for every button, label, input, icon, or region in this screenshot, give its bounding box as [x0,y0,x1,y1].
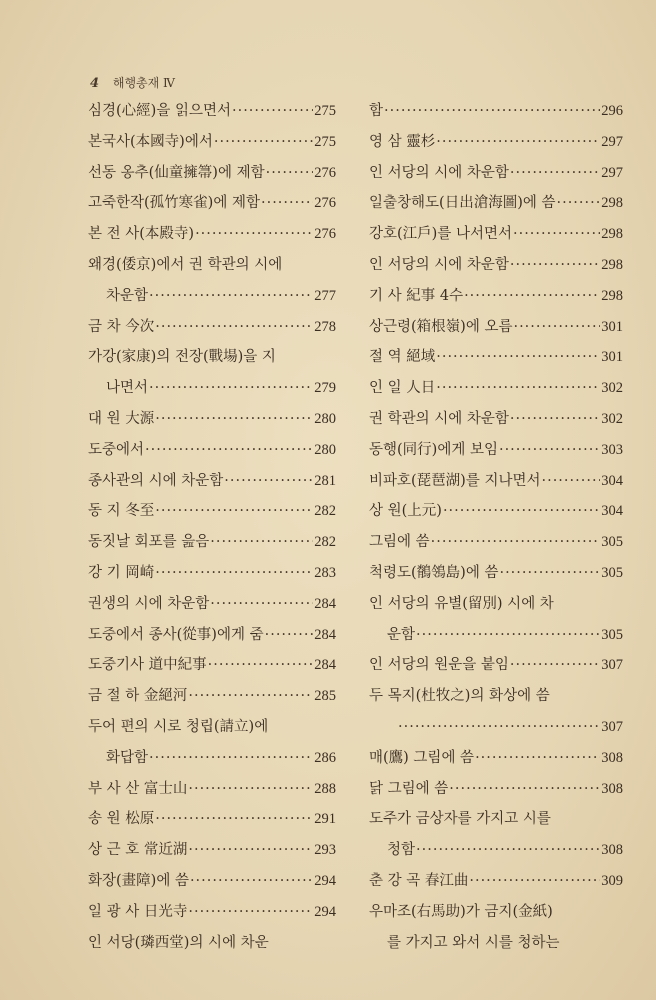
toc-entry: 기 사 紀事 4수 ····· 298 [369,281,623,312]
toc-entry: 청함 ····· 308 [369,835,623,866]
toc-entry: 대 원 大源 ····· 280 [88,404,336,435]
toc-entry: 왜경(倭京)에서 권 학관의 시에 [88,256,283,273]
toc-entry: 그림에 씀 ····· 305 [369,527,623,558]
toc-entry: 심경(心經)을 읽으면서 ····· 275 [88,96,336,127]
toc-entry: 운함 ····· 305 [369,620,623,651]
toc-entry: 도중기사 道中紀事 ····· 284 [88,650,336,681]
running-header [90,74,175,91]
toc-entry: ····· 307 [369,712,623,743]
toc-entry: 금 절 하 金絕河 ····· 285 [88,681,336,712]
toc-entry: 인 서당(璘西堂)의 시에 차운 [88,934,269,951]
toc-entry: 동행(同行)에게 보임 ····· 303 [369,435,623,466]
toc-entry: 도중에서 종사(從事)에게 줌 ····· 284 [88,620,336,651]
toc-entry: 가강(家康)의 전장(戰場)을 지 [88,349,276,366]
toc-entry: 일출창해도(日出滄海圖)에 씀 ····· 298 [369,188,623,219]
page-number: 4 [90,76,100,91]
toc-entry: 동짓날 회포를 읊음 ····· 282 [88,527,336,558]
toc-entry: 권 학관의 시에 차운함 ····· 302 [369,404,623,435]
toc-entry: 매(鷹) 그림에 씀 ····· 308 [369,743,623,774]
toc-entry: 우마조(右馬助)가 금지(金紙) [369,903,553,920]
toc-entry: 강호(江戶)를 나서면서 ····· 298 [369,219,623,250]
toc-entry: 일 광 사 日光寺 ····· 294 [88,897,336,928]
toc-entry: 종사관의 시에 차운함 ····· 281 [88,466,336,497]
toc-entry: 인 서당의 유별(留別) 시에 차 [369,595,554,612]
toc-entry: 인 서당의 시에 차운함 ····· 298 [369,250,623,281]
toc-entry: 선동 옹추(仙童擁箒)에 제함 ····· 276 [88,158,336,189]
toc-entry: 금 차 今次 ····· 278 [88,312,336,343]
toc-entry: 상 근 호 常近湖 ····· 293 [88,835,336,866]
toc-entry: 영 삼 靈杉 ····· 297 [369,127,623,158]
toc-entry: 비파호(琵琶湖)를 지나면서 ····· 304 [369,466,623,497]
toc-entry: 상근령(箱根嶺)에 오름 ····· 301 [369,312,623,343]
toc-entry: 동 지 冬至 ····· 282 [88,496,336,527]
toc-entry: 함 ····· 296 [369,96,623,127]
toc-entry: 본국사(本國寺)에서 ····· 275 [88,127,336,158]
toc-entry: 상 원(上元) ····· 304 [369,496,623,527]
toc-entry: 권생의 시에 차운함 ····· 284 [88,589,336,620]
toc-entry: 본 전 사(本殿寺) ····· 276 [88,219,336,250]
toc-entry: 절 역 絕域 ····· 301 [369,342,623,373]
toc-entry: 인 서당의 원운을 붙임 ····· 307 [369,650,623,681]
toc-entry: 척령도(鶺鴒島)에 씀 ····· 305 [369,558,623,589]
toc-entry: 춘 강 곡 春江曲 ····· 309 [369,866,623,897]
toc-column-right [369,96,623,958]
toc-entry: 인 일 人日 ····· 302 [369,373,623,404]
toc-entry: 두어 편의 시로 청립(請立)에 [88,718,269,735]
toc-entry: 부 사 산 富士山 ····· 288 [88,774,336,805]
toc-entry: 두 목지(杜牧之)의 화상에 씀 [369,688,550,705]
toc-entry: 나면서 ····· 279 [88,373,336,404]
toc-entry: 도주가 금상자를 가지고 시를 [369,811,551,828]
toc-entry: 강 기 岡崎 ····· 283 [88,558,336,589]
toc-column-left [88,96,336,958]
toc-entry: 화장(畫障)에 씀 ····· 294 [88,866,336,897]
toc-entry: 를 가지고 와서 시를 청하는 [387,934,560,951]
toc-entry: 화답함 ····· 286 [88,743,336,774]
toc-entry: 송 원 松原 ····· 291 [88,804,336,835]
book-title: 해행총재 Ⅳ [112,76,176,90]
toc-entry: 차운함 ····· 277 [88,281,336,312]
toc-entry: 닭 그림에 씀 ····· 308 [369,774,623,805]
toc-entry: 도중에서 ····· 280 [88,435,336,466]
toc-entry: 고죽한작(孤竹寒雀)에 제함 ····· 276 [88,188,336,219]
toc-entry: 인 서당의 시에 차운함 ····· 297 [369,158,623,189]
